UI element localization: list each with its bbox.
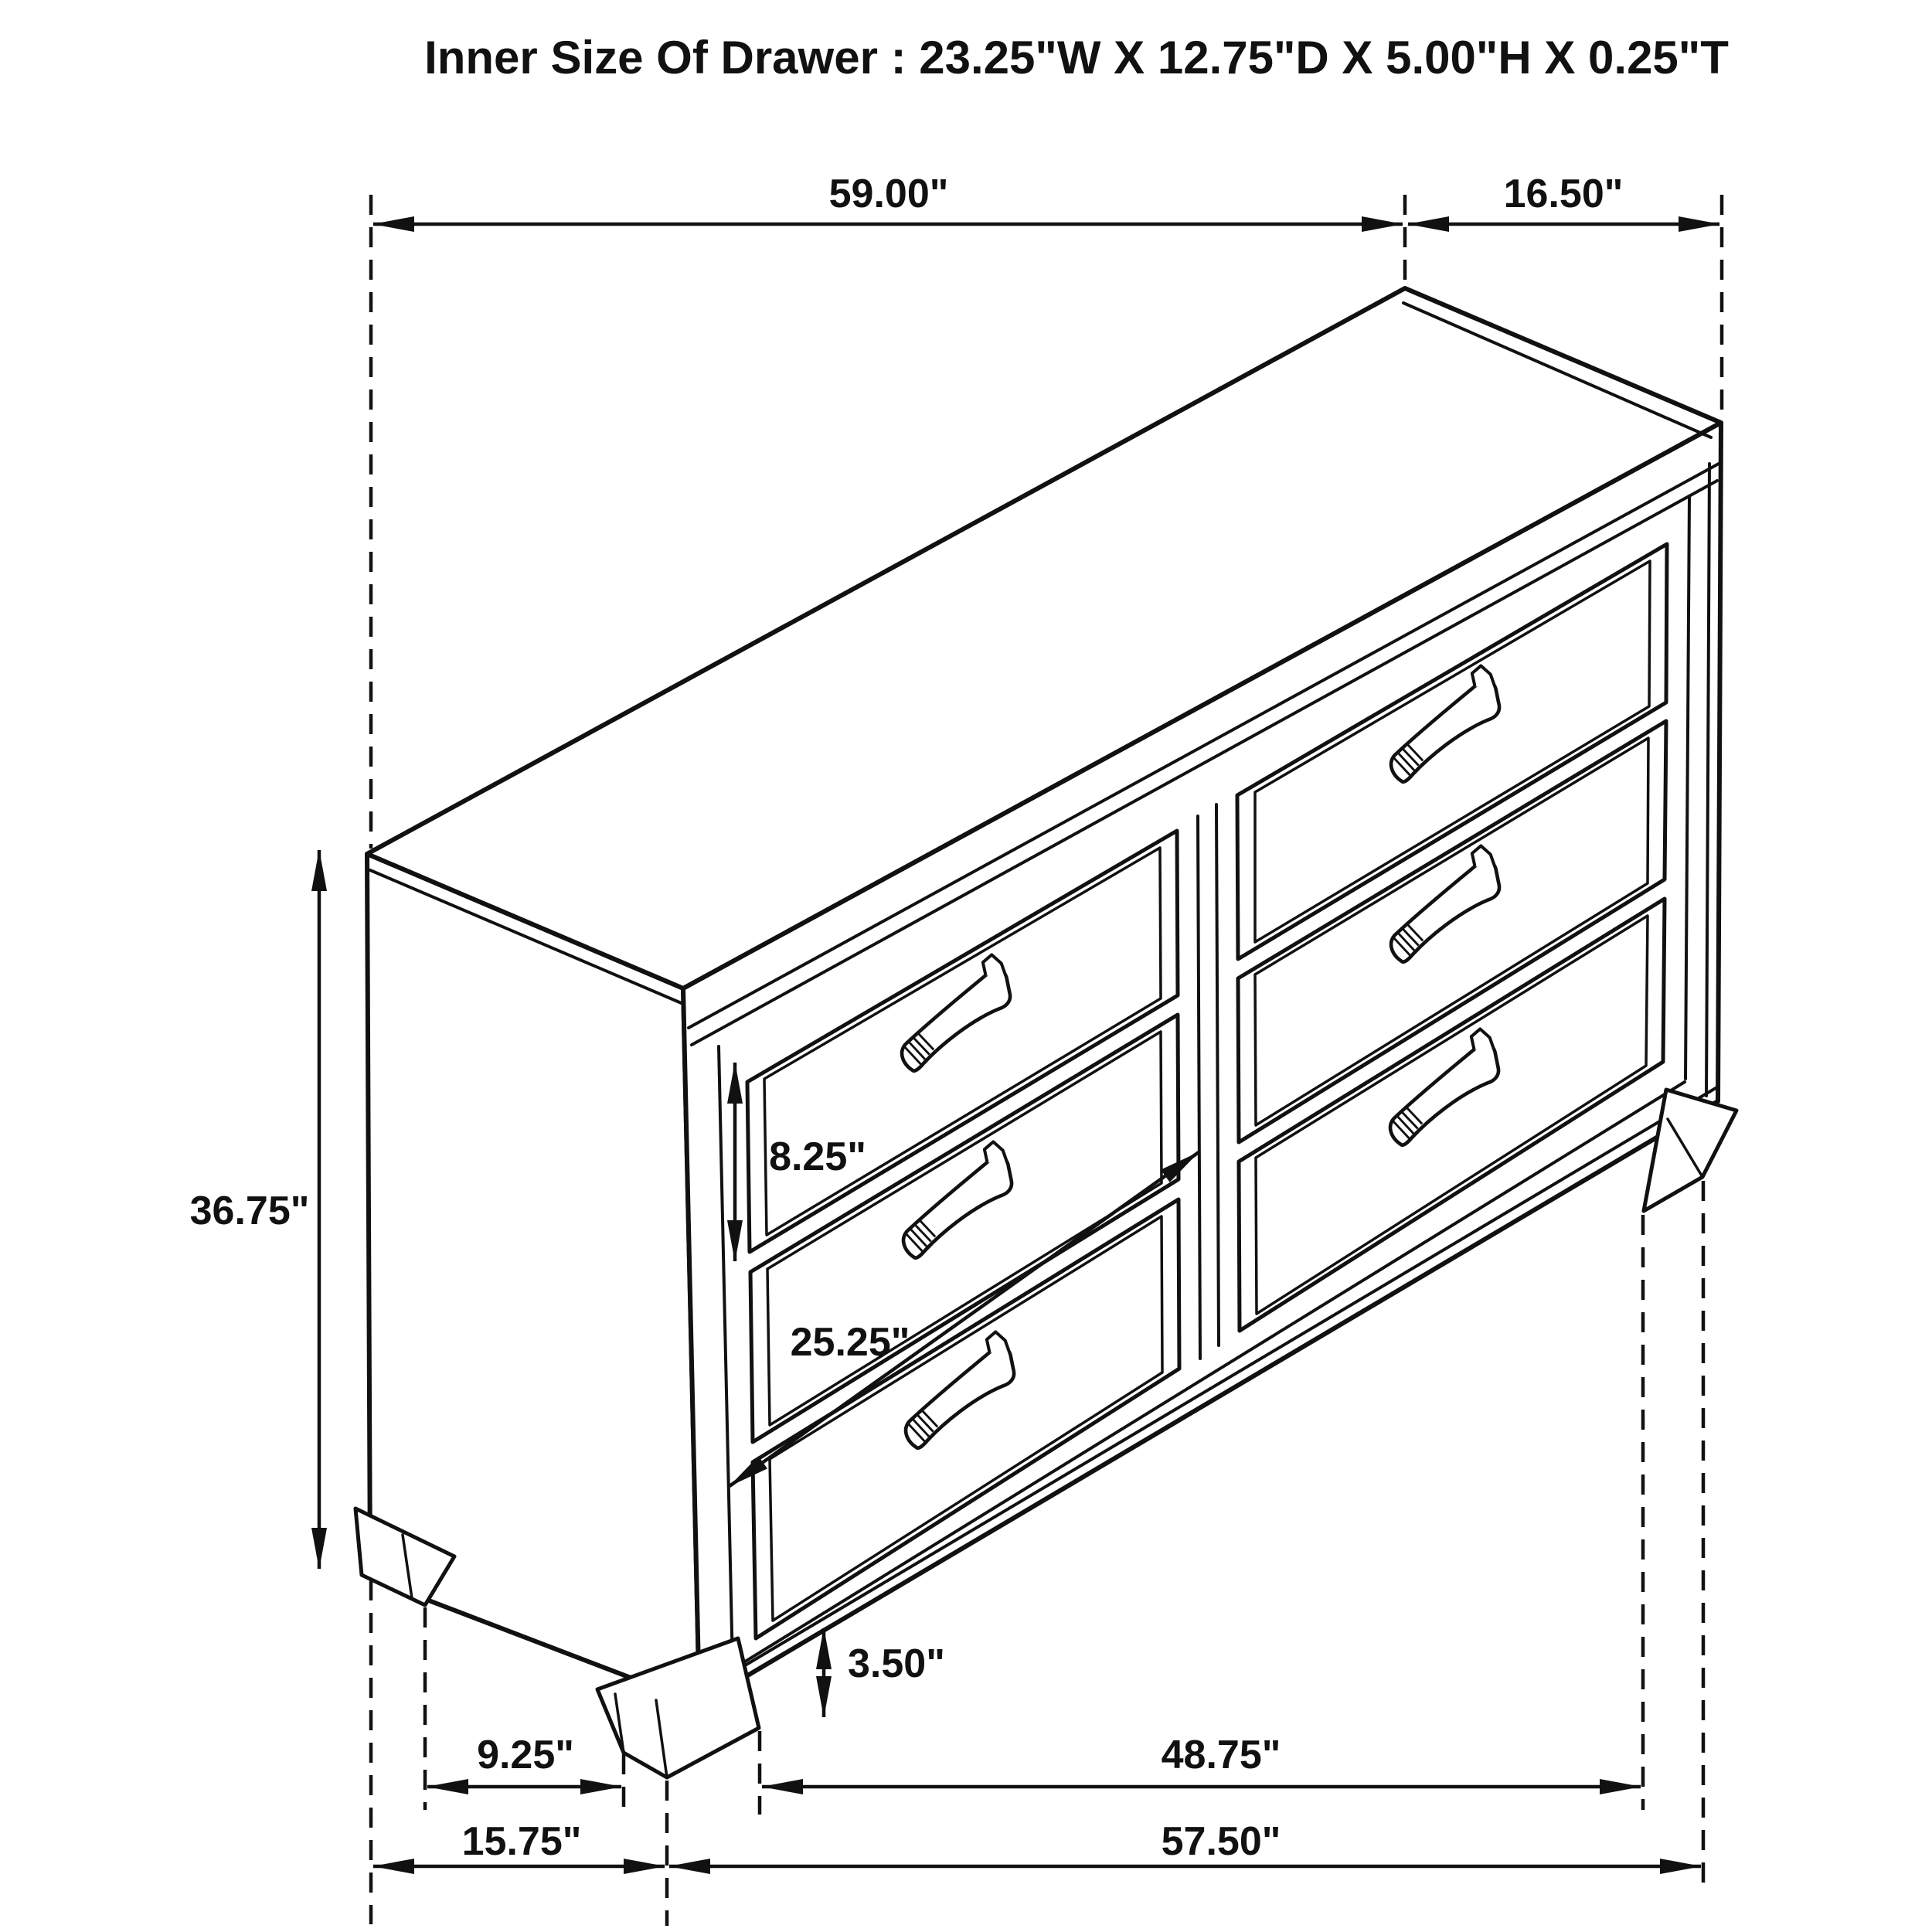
dim-label-overall-height: 36.75" <box>189 1189 310 1233</box>
dim-label-side-base-span: 15.75" <box>461 1819 582 1864</box>
dim-label-side-foot-spacing: 9.25" <box>477 1733 574 1777</box>
dim-label-foot-height: 3.50" <box>848 1641 945 1686</box>
dim-label-drawer-diagonal: 25.25" <box>790 1320 910 1365</box>
dim-label-front-feet-span: 48.75" <box>1161 1733 1281 1777</box>
dim-label-drawer-height: 8.25" <box>769 1134 866 1179</box>
dim-label-front-base-span: 57.50" <box>1161 1819 1281 1864</box>
diagram-title: Inner Size Of Drawer : 23.25"W X 12.75"D X 5.00"H X 0.25"T <box>424 32 1729 83</box>
dim-label-overall-width: 59.00" <box>828 172 949 216</box>
dim-label-overall-depth: 16.50" <box>1503 172 1624 216</box>
